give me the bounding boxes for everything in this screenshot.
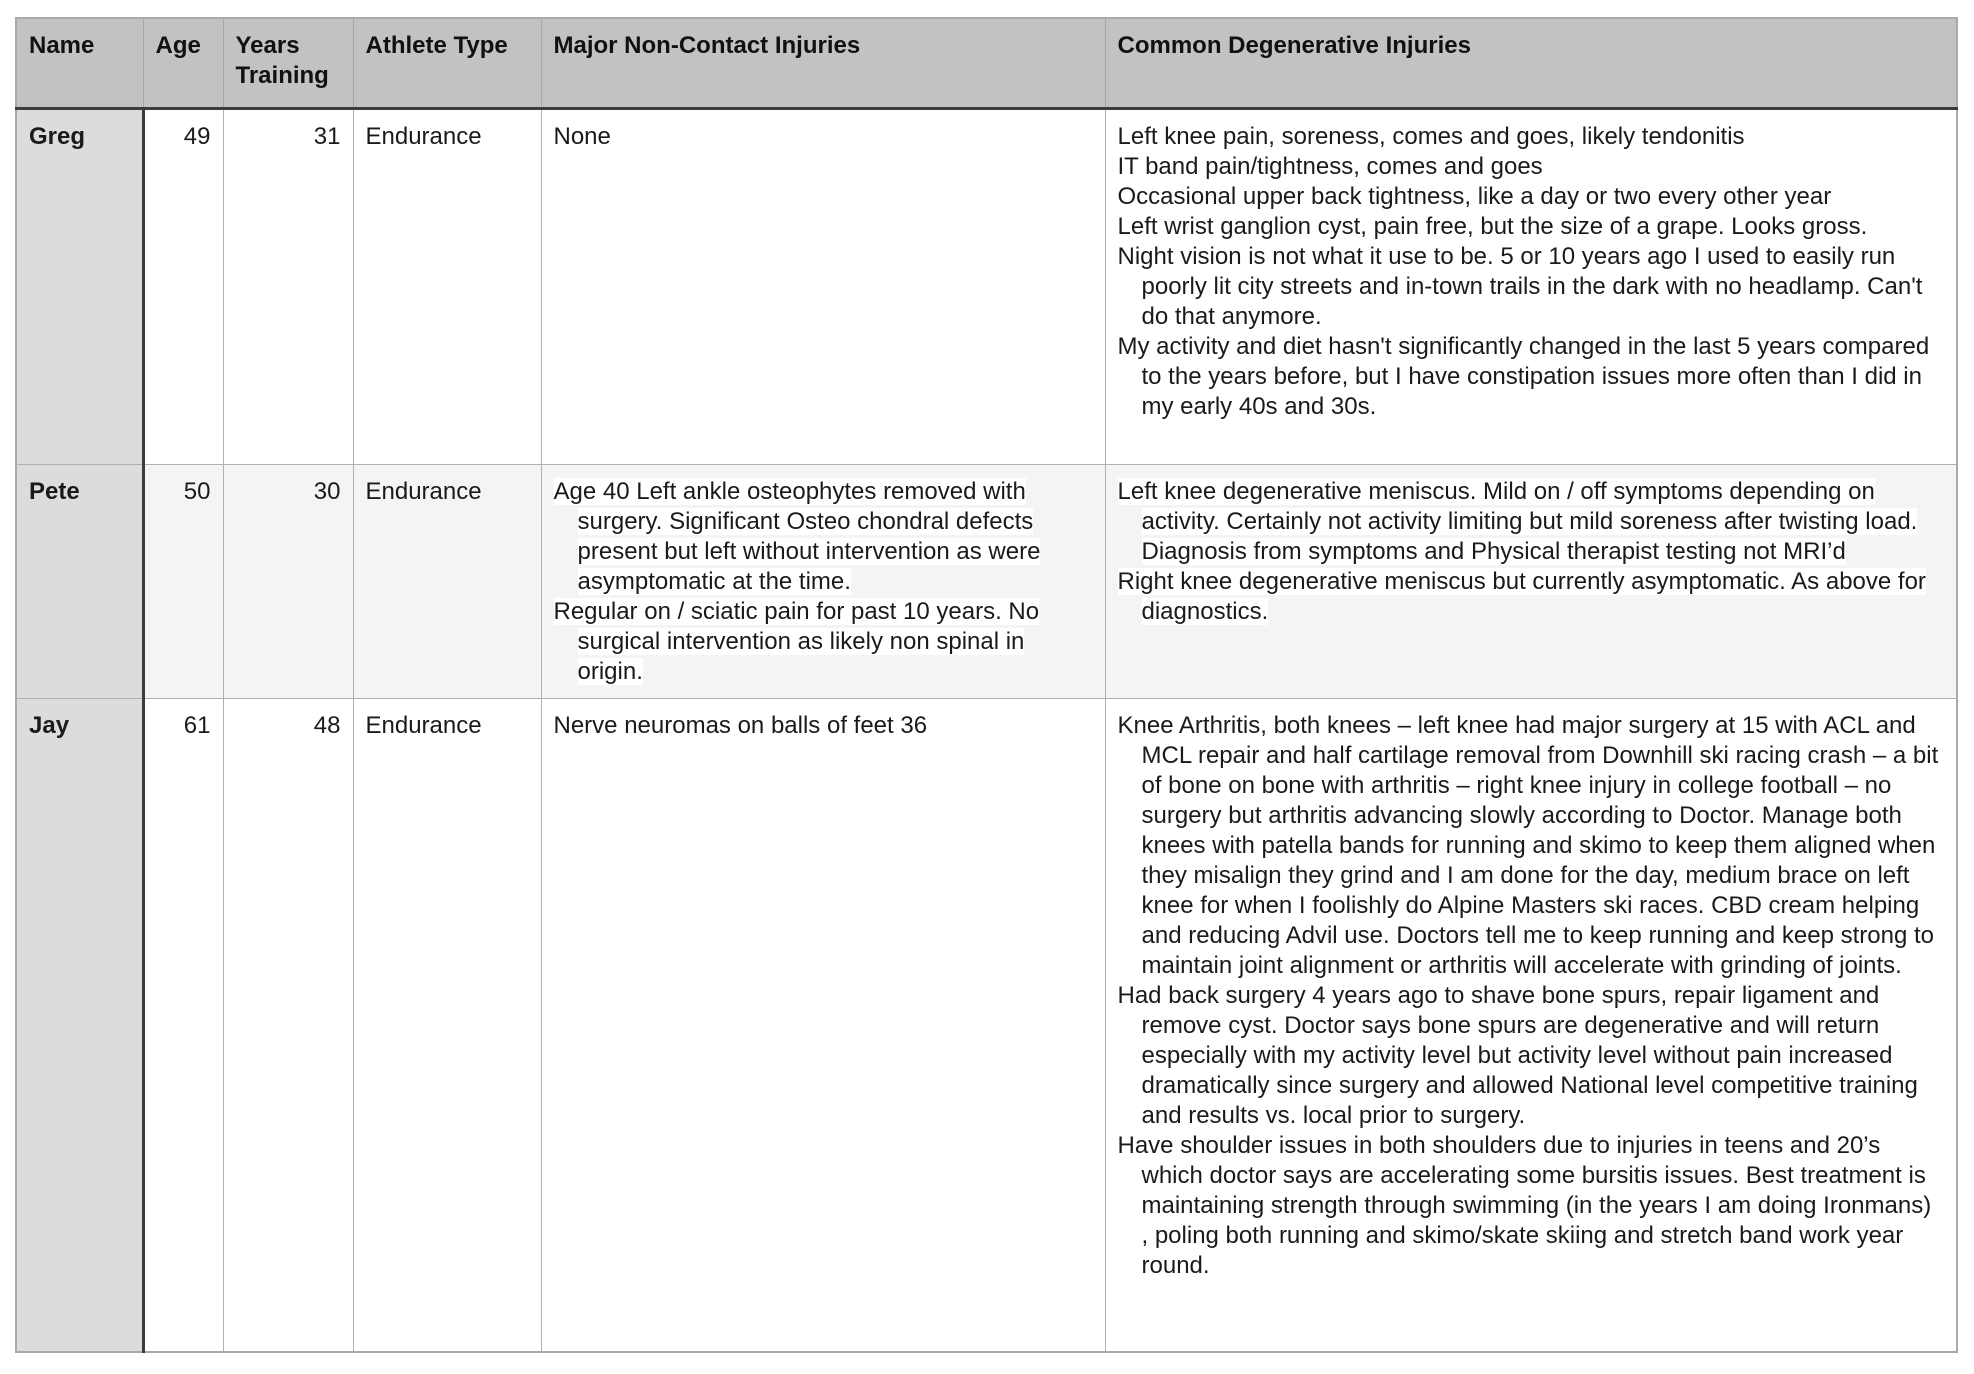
- header-athlete-type[interactable]: Athlete Type: [353, 18, 541, 109]
- cell-age[interactable]: 50: [143, 465, 223, 699]
- cell-name[interactable]: Greg: [16, 109, 143, 465]
- cell-common-injuries[interactable]: [1105, 699, 1957, 1353]
- cell-years-training[interactable]: 48: [223, 699, 353, 1353]
- header-major-injuries[interactable]: Major Non-Contact Injuries: [541, 18, 1105, 109]
- header-common-injuries[interactable]: Common Degenerative Injuries: [1105, 18, 1957, 109]
- cell-years-training[interactable]: 30: [223, 465, 353, 699]
- injury-entry: Knee Arthritis, both knees – left knee had major surgery at 15 with ACL and MCL repair and half cartilage removal from Downhill ski racing crash – a bit of bone on bone with arthritis – right knee injury in college football – no surgery but arthritis advancing slowly according to Doctor. Manage both knees with patella bands for running and skimo to keep them aligned when they misalign they grind and I am done for the day, medium brace on left knee for when I foolishly do Alpine Masters ski races. CBD cream helping and reducing Advil use. Doctors tell me to keep running and keep strong to maintain joint alignment or arthritis will accelerate with grinding of joints.: [1117, 712, 1939, 979]
- table-row: [16, 465, 1957, 699]
- injury-entry: Night vision is not what it use to be. 5 or 10 years ago I used to easily run poorly lit city streets and in-town trails in the dark with no headlamp. Can't do that anymore.: [1117, 243, 1923, 330]
- cell-common-injuries[interactable]: [1105, 465, 1957, 699]
- injury-entry: Nerve neuromas on balls of feet 36: [553, 712, 928, 739]
- injury-entry: IT band pain/tightness, comes and goes: [1117, 153, 1543, 180]
- cell-major-injuries[interactable]: [541, 109, 1105, 465]
- table-header: [16, 18, 1957, 109]
- injury-text: Left knee degenerative meniscus. Mild on / off symptoms depending on activity. Certainly not activity limiting but mild soreness after twisting load. Diagnosis from symptoms and Physical therapist testing not MRI’d: [1117, 478, 1918, 565]
- injury-text: Right knee degenerative meniscus but currently asymptomatic. As above for diagnostics.: [1117, 568, 1926, 625]
- cell-major-injuries[interactable]: [541, 465, 1105, 699]
- header-name[interactable]: Name: [16, 18, 143, 109]
- athlete-injury-table: [15, 17, 1958, 1353]
- injury-text: Age 40 Left ankle osteophytes removed with surgery. Significant Osteo chondral defects present but left without intervention as were asymptomatic at the time.: [553, 478, 1041, 595]
- cell-athlete-type[interactable]: Endurance: [353, 109, 541, 465]
- cell-age[interactable]: 49: [143, 109, 223, 465]
- injury-entry: [554, 477, 1093, 597]
- injury-entry: [1118, 477, 1945, 567]
- injury-entry: [1118, 567, 1945, 627]
- table-row: [16, 699, 1957, 1353]
- cell-athlete-type[interactable]: Endurance: [353, 465, 541, 699]
- cell-common-injuries[interactable]: [1105, 109, 1957, 465]
- table-row: [16, 109, 1957, 465]
- injury-entry: Had back surgery 4 years ago to shave bone spurs, repair ligament and remove cyst. Doctor says bone spurs are degenerative and will return especially with my activity level but activity level without pain increased dramatically since surgery and allowed National level competitive training and results vs. local prior to surgery.: [1117, 982, 1918, 1129]
- injury-entry: [554, 597, 1093, 687]
- injury-entry: None: [553, 123, 611, 150]
- cell-athlete-type[interactable]: Endurance: [353, 699, 541, 1353]
- cell-years-training[interactable]: 31: [223, 109, 353, 465]
- header-row: [16, 18, 1957, 109]
- cell-name[interactable]: Pete: [16, 465, 143, 699]
- injury-entry: Left wrist ganglion cyst, pain free, but the size of a grape. Looks gross.: [1117, 213, 1868, 240]
- cell-age[interactable]: 61: [143, 699, 223, 1353]
- injury-entry: Occasional upper back tightness, like a day or two every other year: [1117, 183, 1832, 210]
- header-age[interactable]: Age: [143, 18, 223, 109]
- header-years-training[interactable]: Years Training: [223, 18, 353, 109]
- injury-entry: My activity and diet hasn't significantly changed in the last 5 years compared to the years before, but I have constipation issues more often than I did in my early 40s and 30s.: [1117, 333, 1930, 420]
- cell-major-injuries[interactable]: [541, 699, 1105, 1353]
- injury-entry: Have shoulder issues in both shoulders due to injuries in teens and 20’s which doctor says are accelerating some bursitis issues. Best treatment is maintaining strength through swimming (in the years I am doing Ironmans) , poling both running and skimo/skate skiing and stretch band work year round.: [1117, 1132, 1932, 1279]
- cell-name[interactable]: Jay: [16, 699, 143, 1353]
- injury-entry: Left knee pain, soreness, comes and goes, likely tendonitis: [1117, 123, 1745, 150]
- injury-text: Regular on / sciatic pain for past 10 years. No surgical intervention as likely non spinal in origin.: [553, 598, 1040, 685]
